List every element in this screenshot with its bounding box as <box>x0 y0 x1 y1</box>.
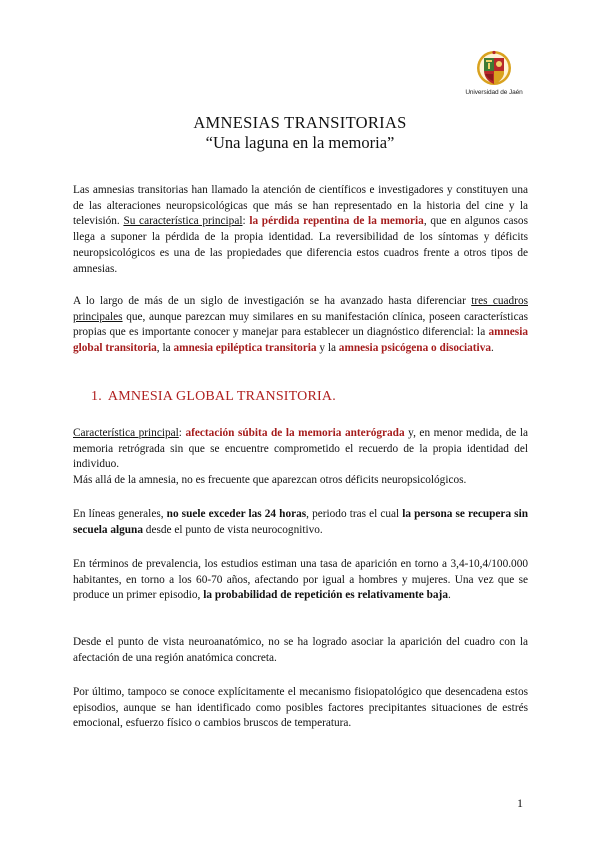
text-run: y la <box>316 342 339 355</box>
text-run: , la <box>156 342 174 355</box>
text-run: A lo largo de más de un siglo de investigación se ha avanzado hasta diferenciar <box>73 295 472 307</box>
text-run: . <box>491 342 494 355</box>
page-number: 1 <box>517 796 523 810</box>
bold-text: la probabilidad de repetición es relativamente baja <box>203 589 448 602</box>
text-run: En líneas generales, <box>73 508 167 520</box>
paragraph-types <box>73 294 528 357</box>
bold-text: no suele exceder las 24 horas <box>166 508 307 520</box>
underlined-text: Su característica principal <box>123 215 243 228</box>
university-logo <box>462 50 526 96</box>
document-title: AMNESIAS TRANSITORIAS <box>193 113 407 132</box>
section-heading <box>91 389 342 405</box>
text-run: , que en algunos casos llega a suponer la pérdida de la propia identidad. La reversibilidad de los síntomas y déficits neuropsicológicos es una de las propiedades que diferencia estos cuadros frente a otros tipos de amnesias. <box>73 215 528 275</box>
text-run: . <box>447 589 451 602</box>
highlight-text: la pérdida repentina de la memoria <box>249 215 424 228</box>
text-run: que, aunque parezcan muy similares en su manifestación clínica, poseen características propias que es importante conocer y manejar para establecer un diagnóstico diferencial: la <box>73 310 528 339</box>
paragraph-characteristic <box>73 426 528 489</box>
highlight-text: amnesia psicógena o disociativa <box>338 342 491 355</box>
university-name: Universidad de Jaén <box>465 89 523 96</box>
text-run: : <box>178 427 186 439</box>
underlined-text: Característica principal <box>73 427 179 439</box>
paragraph-duration <box>73 507 528 538</box>
underlined-text: tres cuadros principales <box>73 295 528 323</box>
text-run: : <box>242 215 250 228</box>
paragraph-prevalence <box>73 557 528 604</box>
text-run: En términos de prevalencia, los estudios estiman una tasa de aparición en torno a 3,4-10,4/100.000 habitantes, en torno a los 60-70 años, afectando por igual a hombres y mujeres. Una vez que se produce un primer episodio, <box>73 558 528 602</box>
document-subtitle: “Una laguna en la memoria” <box>205 133 395 152</box>
bold-text: la persona se recupera sin secuela alguna <box>73 508 528 536</box>
section-title: AMNESIA GLOBAL TRANSITORIA. <box>107 389 336 404</box>
title-block <box>0 113 600 153</box>
highlight-text: amnesia epiléptica transitoria <box>173 342 317 355</box>
text-run: Más allá de la amnesia, no es frecuente que aparezcan otros déficits neuropsicológicos. <box>73 474 467 487</box>
highlight-text: amnesia global transitoria <box>73 326 528 355</box>
highlight-text: afectación súbita de la memoria anterógrada <box>185 427 405 439</box>
text-run: , periodo tras el cual <box>306 508 403 520</box>
section-number: 1. <box>91 389 102 404</box>
text-run: desde el punto de vista neurocognitivo. <box>142 523 323 536</box>
paragraph-neuroanatomy: Desde el punto de vista neuroanatómico, no se ha logrado asociar la aparición del cuadro con la afectación de una región anatómica concreta. <box>73 636 528 664</box>
text-run: Las amnesias transitorias han llamado la atención de científicos e investigadores y constituyen una de las alteraciones neuropsicológicas que más se han representado en la historia del cine y la televisión. <box>73 184 528 228</box>
university-crest-icon <box>476 50 512 88</box>
paragraph-intro <box>73 183 528 277</box>
text-run: y, en menor medida, de la memoria retrógrada sin que se encuentre comprometido el recuerdo de la propia identidad del individuo. <box>73 427 528 471</box>
paragraph-mechanism: Por último, tampoco se conoce explícitamente el mecanismo fisiopatológico que desencadena estos episodios, aunque se han identificado como posibles factores precipitantes situaciones de estrés emocional, esfuerzo físico o cambios bruscos de temperatura. <box>73 686 528 730</box>
